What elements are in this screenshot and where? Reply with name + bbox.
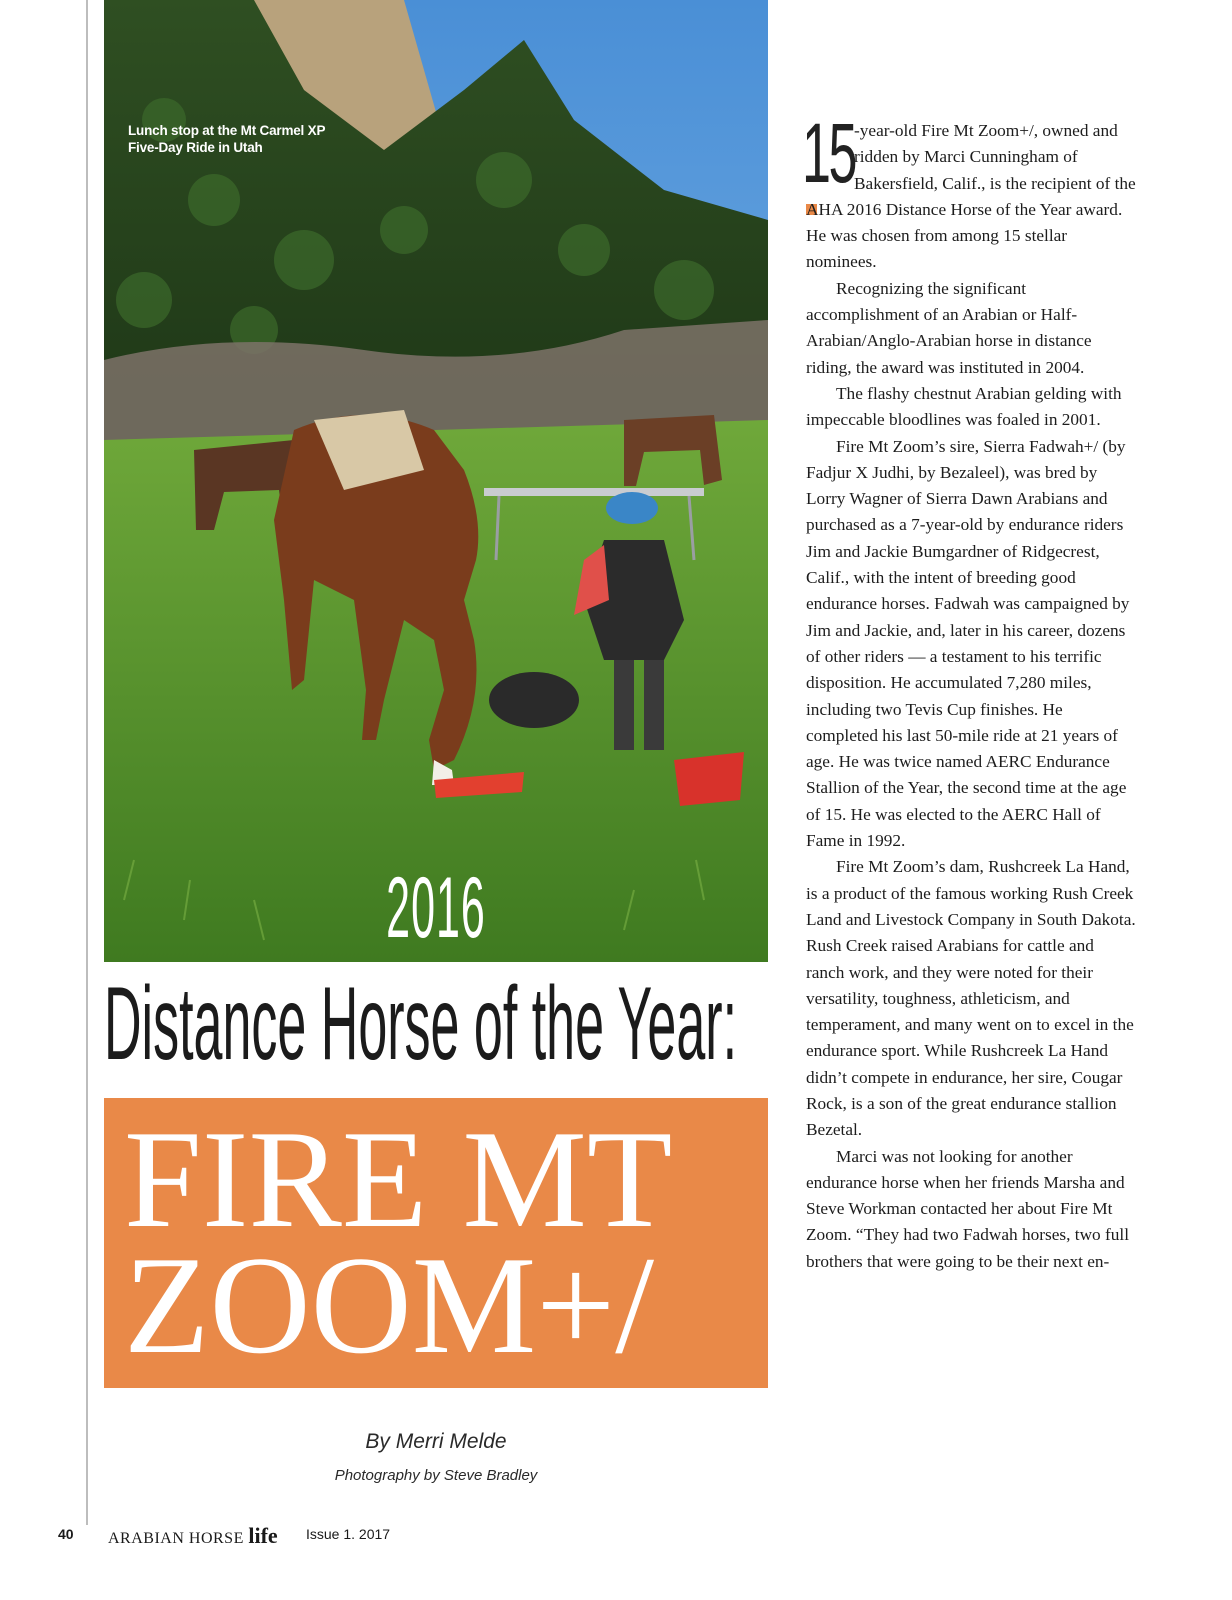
headline: Distance Horse of the Year: xyxy=(104,966,738,1082)
dropcap: 15 xyxy=(802,106,855,200)
article-body xyxy=(802,106,1136,1275)
byline: By Merri Melde xyxy=(365,1430,507,1453)
magazine-title: ARABIAN HORSE xyxy=(108,1530,244,1547)
article-paragraph: Marci was not looking for another endurance horse when her friends Marsha and Steve Workman contacted her about Fire Mt Zoom. “They had two Fadwah horses, two full brothers that were going to be their next en- xyxy=(806,1146,1130,1271)
photo-caption: Lunch stop at the Mt Carmel XP Five-Day Ride in Utah xyxy=(128,123,326,155)
horse-name-banner xyxy=(104,1098,768,1388)
article-paragraph: Fire Mt Zoom’s sire, Sierra Fadwah+/ (by Fadjur X Judhi, by Bezaleel), was bred by Lorry Wagner of Sierra Dawn Arabians and purchased as a 7-year-old by endurance riders Jim and Jackie Bumgardner of Ridgecrest, Calif., with the intent of breeding good endurance horses. Fadwah was campaigned by Jim and Jackie, and, later in his career, dozens of other riders — a testament to his terrific disposition. He accumulated 7,280 miles, including two Tevis Cup finishes. He completed his last 50-mile ride at 21 years of age. He was twice named AERC Endurance Stallion of the Year, the second time at the age of 15. He was elected to the AERC Hall of Fame in 1992. xyxy=(806,436,1130,851)
article-paragraph: Recognizing the significant accomplishment of an Arabian or Half-Arabian/Anglo-Arabian horse in distance riding, the award was instituted in 2004. xyxy=(806,278,1092,377)
article-paragraph xyxy=(802,106,1136,276)
horse-name-line2: ZOOM+/ xyxy=(124,1228,655,1383)
page-footer xyxy=(0,1521,1232,1551)
magazine-name xyxy=(108,1523,278,1549)
article-paragraph: Fire Mt Zoom’s dam, Rushcreek La Hand, is a product of the famous working Rush Creek Land and Livestock Company in South Dakota. Rush Creek raised Arabians for cattle and ranch work, and they were noted for their versatility, toughness, athleticism, and temperament, and many went on to excel in the endurance sport. While Rushcreek La Hand didn’t compete in endurance, her sire, Cougar Rock, is a son of the great endurance stallion Bezetal. xyxy=(806,857,1136,1140)
horse-name-line1: FIRE MT xyxy=(124,1102,673,1257)
issue-label: Issue 1. 2017 xyxy=(306,1526,391,1542)
magazine-life: life xyxy=(248,1523,278,1548)
page-number: 40 xyxy=(58,1526,74,1542)
paragraph-text: -year-old Fire Mt Zoom+/, owned and ridden by Marci Cunningham of Bakersfield, Calif., is the recipient of the AHA 2016 Distance Horse of the Year award. He was chosen from among 15 stellar nominees. xyxy=(806,121,1136,272)
year-overlay: 2016 xyxy=(386,860,486,956)
margin-rule xyxy=(86,0,88,1525)
photo-credit: Photography by Steve Bradley xyxy=(334,1467,538,1484)
article-paragraph: The flashy chestnut Arabian gelding with impeccable bloodlines was foaled in 2001. xyxy=(806,383,1122,430)
